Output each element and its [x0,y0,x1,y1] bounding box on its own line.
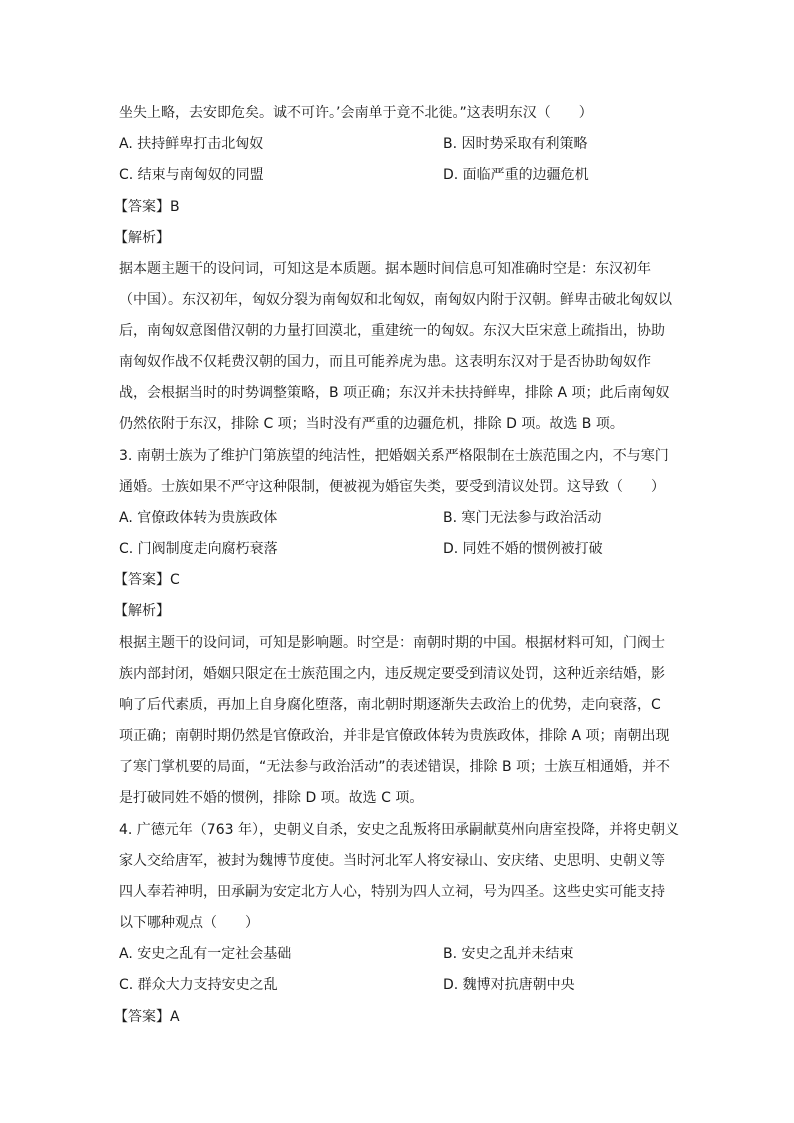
q3-option-b: B. 寒门无法参与政治活动 [443,510,602,526]
q2-answer: 【答案】B [114,199,180,215]
q3-option-a: A. 官僚政体转为贵族政体 [119,510,278,526]
q4-option-a: A. 安史之乱有一定社会基础 [119,946,292,962]
q4-option-b: B. 安史之乱并未结束 [443,946,574,962]
q2-analysis-line: 据本题主题干的设问词，可知这是本质题。据本题时间信息可知准确时空是：东汉初年 [119,261,651,277]
q2-analysis-line: （中国）。东汉初年，匈奴分裂为南匈奴和北匈奴，南匈奴内附于汉朝。鲜卑击破北匈奴以 [119,292,672,308]
q3-stem-line: 3. 南朝士族为了维护门第族望的纯洁性，把婚姻关系严格限制在士族范围之内，不与寒门 [119,448,669,464]
q3-analysis-line: 项正确；南朝时期仍然是官僚政治，并非是官僚政体转为贵族政体，排除 A 项；南朝出现 [119,728,670,744]
q2-analysis-line: 战，会根据当时的时势调整策略，B 项正确；东汉并未扶持鲜卑，排除 A 项；此后南匈奴 [119,385,670,401]
q4-stem-line: 以下哪种观点（ ） [119,915,259,931]
q2-option-b: B. 因时势采取有利策略 [443,136,588,152]
q3-answer: 【答案】C [114,572,180,588]
q4-stem-line: 家人交给唐军，被封为魏博节度使。当时河北军人将安禄山、安庆绪、史思明、史朝义等 [119,853,665,869]
q4-option-d: D. 魏博对抗唐朝中央 [443,977,575,993]
q2-option-c: C. 结束与南匈奴的同盟 [119,167,264,183]
q4-stem-line: 4. 广德元年（763 年），史朝义自杀，安史之乱叛将田承嗣献莫州向唐室投降，并将史朝义 [119,822,679,838]
q2-analysis-title: 【解析】 [114,230,170,246]
q3-analysis-line: 根据主题干的设问词，可知是影响题。时空是：南朝时期的中国。根据材料可知，门阀士 [119,635,665,651]
q2-option-a: A. 扶持鲜卑打击北匈奴 [119,136,264,152]
q3-option-d: D. 同姓不婚的惯例被打破 [443,541,603,557]
q4-answer: 【答案】A [114,1009,180,1025]
q3-analysis-line: 族内部封闭，婚姻只限定在士族范围之内，违反规定要受到清议处罚，这种近亲结婚，影 [119,666,665,682]
q2-analysis-line: 南匈奴作战不仅耗费汉朝的国力，而且可能养虎为患。这表明东汉对于是否协助匈奴作 [119,354,651,370]
q3-option-c: C. 门阀制度走向腐朽衰落 [119,541,278,557]
q3-analysis-line: 响了后代素质，再加上自身腐化堕落，南北朝时期逐渐失去政治上的优势，走向衰落，C [119,697,661,713]
q4-option-c: C. 群众大力支持安史之乱 [119,977,278,993]
q2-analysis-line: 仍然依附于东汉，排除 C 项；当时没有严重的边疆危机，排除 D 项。故选 B 项。 [119,416,624,432]
q2-stem-tail: 坐失上略，去安即危矣。诚不可许。’会南单于竟不北徙。”这表明东汉（ ） [119,105,593,121]
q2-option-d: D. 面临严重的边疆危机 [443,167,589,183]
q3-stem-line: 通婚。士族如果不严守这种限制，便被视为婚宦失类，要受到清议处罚。这导致（ ） [119,479,665,495]
q2-analysis-line: 后，南匈奴意图借汉朝的力量打回漠北，重建统一的匈奴。东汉大臣宋意上疏指出，协助 [119,323,665,339]
q3-analysis-line: 了寒门掌机要的局面，“无法参与政治活动”的表述错误，排除 B 项；士族互相通婚，并不 [119,759,671,775]
q3-analysis-title: 【解析】 [114,603,170,619]
q3-analysis-line: 是打破同姓不婚的惯例，排除 D 项。故选 C 项。 [119,790,424,806]
q4-stem-line: 四人奉若神明，田承嗣为安定北方人心，特别为四人立祠，号为四圣。这些史实可能支持 [119,884,665,900]
